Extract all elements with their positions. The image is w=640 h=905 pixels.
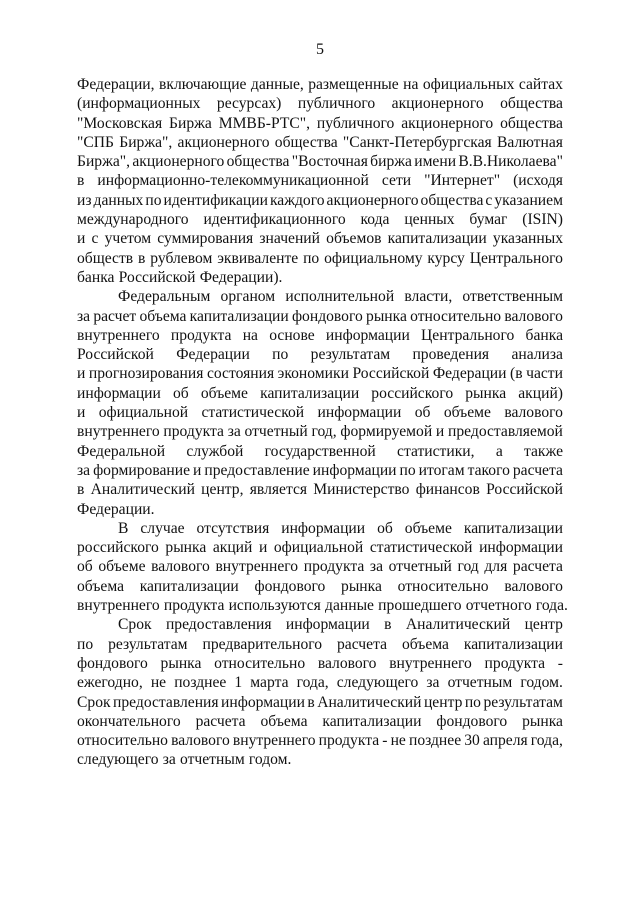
word: финансов bbox=[415, 481, 480, 499]
word: указанием bbox=[494, 191, 563, 209]
word: по bbox=[77, 635, 94, 653]
word: капитализации bbox=[463, 519, 563, 537]
word: капитализации bbox=[139, 577, 239, 595]
word: объеме bbox=[404, 519, 452, 537]
word: валового bbox=[317, 654, 377, 672]
word: объема bbox=[77, 577, 125, 595]
word: акционерного bbox=[326, 191, 419, 209]
text-line bbox=[77, 461, 563, 480]
word: акций) bbox=[518, 384, 563, 402]
word: используются bbox=[228, 597, 321, 615]
word: Аналитический bbox=[317, 693, 422, 711]
word: значений bbox=[259, 230, 320, 248]
word: фондового bbox=[254, 577, 326, 595]
word: российского bbox=[371, 384, 454, 402]
word: итогам bbox=[418, 461, 465, 479]
word: фондового bbox=[291, 307, 363, 325]
word: Аналитический bbox=[405, 616, 511, 634]
word: обществ bbox=[77, 249, 134, 267]
word: за bbox=[369, 558, 383, 576]
word: центр, bbox=[201, 481, 244, 499]
word: Центрального bbox=[469, 249, 563, 267]
word: центр bbox=[423, 693, 463, 711]
word: об bbox=[377, 519, 393, 537]
word: результатам bbox=[483, 693, 563, 711]
word: такого bbox=[467, 461, 510, 479]
word: за bbox=[227, 423, 241, 441]
text-line bbox=[77, 94, 563, 113]
word: информации bbox=[317, 404, 402, 422]
word: части bbox=[526, 365, 563, 383]
word: случае bbox=[140, 519, 185, 537]
word: относительно bbox=[397, 577, 489, 595]
word: бумаг bbox=[469, 211, 508, 229]
word: акционерного bbox=[391, 95, 484, 113]
word: год bbox=[457, 558, 479, 576]
word: внутреннего bbox=[389, 654, 472, 672]
word: статистики, bbox=[397, 442, 475, 460]
word: апреля bbox=[482, 732, 528, 750]
word: Федерации. bbox=[77, 500, 155, 518]
word: и bbox=[77, 404, 86, 422]
word: идентификационного bbox=[203, 211, 346, 229]
text-line bbox=[77, 384, 563, 403]
word: объеме bbox=[98, 558, 146, 576]
word: анализа bbox=[511, 346, 563, 364]
word: капитализации bbox=[387, 230, 487, 248]
word: объеме bbox=[443, 404, 491, 422]
text-line bbox=[77, 442, 563, 461]
word: внутреннего bbox=[77, 326, 160, 344]
word: официальных bbox=[422, 76, 515, 93]
page-number: 5 bbox=[316, 41, 324, 58]
word: Срок bbox=[77, 693, 111, 711]
word: с bbox=[91, 230, 99, 248]
text-line bbox=[77, 712, 563, 731]
text-line bbox=[77, 480, 563, 499]
word: размещенные bbox=[308, 76, 399, 93]
word: "Московская bbox=[77, 114, 163, 132]
word: центр bbox=[524, 616, 563, 634]
word: 1 bbox=[234, 674, 243, 692]
word: Российской bbox=[118, 268, 196, 286]
word: общества bbox=[500, 95, 563, 113]
word: данных bbox=[93, 191, 144, 209]
word: Биржа", bbox=[119, 133, 173, 151]
document-body bbox=[77, 75, 568, 770]
word: позднее bbox=[174, 674, 227, 692]
word: Центрального bbox=[421, 326, 515, 344]
paragraph bbox=[77, 519, 568, 615]
word: Аналитический bbox=[90, 481, 195, 499]
word: Российской bbox=[352, 365, 430, 383]
word: капитализации bbox=[463, 635, 563, 653]
word: в bbox=[77, 481, 85, 499]
word: капитализации bbox=[322, 712, 422, 730]
word: продукта bbox=[318, 732, 380, 750]
word: объема bbox=[401, 635, 449, 653]
word: валового bbox=[504, 404, 563, 422]
word: эквиваленте bbox=[217, 249, 299, 267]
word: общества bbox=[500, 114, 563, 132]
text-line bbox=[77, 345, 563, 364]
word: по bbox=[272, 346, 289, 364]
word: "СПБ bbox=[77, 133, 114, 151]
word: рынка bbox=[522, 712, 563, 730]
word: общества bbox=[420, 191, 484, 209]
word: продукта bbox=[170, 326, 232, 344]
text-line bbox=[77, 229, 563, 248]
text-line bbox=[77, 364, 563, 383]
word: расчет bbox=[93, 307, 137, 325]
word: информации bbox=[281, 519, 366, 537]
word: информации bbox=[312, 461, 397, 479]
paragraph bbox=[77, 75, 563, 287]
word: указанных bbox=[492, 230, 563, 248]
word: следующего bbox=[336, 674, 419, 692]
word: в bbox=[77, 172, 85, 190]
word: не bbox=[150, 674, 167, 692]
word: акций bbox=[212, 539, 253, 557]
word: Срок bbox=[118, 616, 152, 634]
paragraph bbox=[77, 615, 563, 769]
word: за bbox=[426, 674, 440, 692]
word: рублевом bbox=[150, 249, 213, 267]
text-line bbox=[77, 249, 563, 268]
word: формируемой bbox=[340, 423, 433, 441]
word: об bbox=[77, 558, 93, 576]
word: формирование bbox=[93, 461, 191, 479]
text-line bbox=[77, 693, 563, 712]
word: "Санкт-Петербургская bbox=[342, 133, 492, 151]
word: суммирования bbox=[157, 230, 254, 248]
word: отчетным bbox=[447, 674, 513, 692]
word: Биржа bbox=[169, 114, 212, 132]
word: отчетного bbox=[465, 597, 532, 615]
text-line bbox=[77, 635, 563, 654]
text-line bbox=[77, 577, 563, 596]
word: предоставление bbox=[204, 461, 310, 479]
word: В.В.Николаева" bbox=[458, 153, 563, 171]
word: отчетный bbox=[244, 423, 308, 441]
word: для bbox=[484, 558, 508, 576]
word: по bbox=[145, 191, 162, 209]
word: банка bbox=[525, 326, 563, 344]
word: окончательного bbox=[77, 712, 181, 730]
text-line bbox=[77, 210, 563, 229]
text-line bbox=[77, 750, 563, 769]
word: каждого bbox=[269, 191, 325, 209]
word: по bbox=[464, 693, 481, 711]
text-line bbox=[77, 268, 563, 287]
word: в bbox=[138, 249, 146, 267]
word: ресурсах) bbox=[216, 95, 282, 113]
word: фондового bbox=[436, 712, 508, 730]
word: российского bbox=[77, 539, 159, 557]
word: информации bbox=[77, 384, 161, 402]
word: предоставления bbox=[113, 693, 219, 711]
word: статистической bbox=[201, 404, 305, 422]
text-line bbox=[77, 152, 563, 171]
word: Российской bbox=[77, 346, 154, 364]
text-line bbox=[77, 403, 563, 422]
word: расчета bbox=[336, 635, 388, 653]
word: публичного bbox=[316, 114, 395, 132]
word: из bbox=[77, 191, 92, 209]
word: рынка bbox=[465, 384, 507, 402]
word: официальному bbox=[324, 249, 423, 267]
text-line bbox=[77, 731, 563, 750]
word: информации bbox=[285, 616, 370, 634]
word: Федерации bbox=[432, 365, 507, 383]
word: об bbox=[414, 404, 431, 422]
word: - bbox=[557, 654, 563, 672]
word: кода bbox=[360, 211, 390, 229]
word: предоставляемой bbox=[448, 423, 563, 441]
word: является bbox=[249, 481, 308, 499]
word: рынка bbox=[160, 654, 202, 672]
word: не bbox=[390, 732, 406, 750]
text-line bbox=[77, 596, 568, 615]
word: 30 bbox=[464, 732, 480, 750]
word: и bbox=[77, 365, 86, 383]
word: публичного bbox=[297, 95, 376, 113]
word: продукта bbox=[163, 597, 225, 615]
word: ответственным bbox=[462, 288, 563, 306]
word: службой bbox=[186, 442, 244, 460]
word: объемов bbox=[326, 230, 382, 248]
word: также bbox=[524, 442, 563, 460]
word: за bbox=[77, 307, 91, 325]
word: акционерного bbox=[401, 114, 494, 132]
word: экономики bbox=[277, 365, 349, 383]
word: расчета bbox=[512, 558, 563, 576]
word: года, bbox=[296, 674, 329, 692]
word: относительно bbox=[214, 654, 306, 672]
word: позднее bbox=[408, 732, 462, 750]
word: информации bbox=[325, 326, 410, 344]
word: Федеральным bbox=[118, 288, 211, 306]
word: годом. bbox=[520, 674, 563, 692]
word: сайтах bbox=[518, 76, 563, 93]
word: (в bbox=[510, 365, 523, 383]
word: власти, bbox=[404, 288, 453, 306]
word: международного bbox=[77, 211, 189, 229]
word: на bbox=[403, 76, 419, 93]
word: Федерации bbox=[176, 346, 250, 364]
text-line bbox=[77, 171, 563, 190]
word: акционерного bbox=[177, 133, 270, 151]
word: года, bbox=[530, 732, 563, 750]
word: органом bbox=[220, 288, 276, 306]
word: в bbox=[384, 616, 392, 634]
word: прогнозирования bbox=[88, 365, 204, 383]
word: биржа bbox=[370, 153, 412, 171]
word: отсутствия bbox=[196, 519, 270, 537]
word: капитализации bbox=[189, 307, 289, 325]
word: данные bbox=[325, 597, 374, 615]
word: с bbox=[485, 191, 493, 209]
word: марта bbox=[250, 674, 289, 692]
word: официальной bbox=[98, 404, 189, 422]
word: включающие bbox=[159, 76, 247, 93]
word: Российской bbox=[486, 481, 563, 499]
word: и bbox=[258, 539, 268, 557]
text-line bbox=[77, 307, 563, 326]
word: Биржа", bbox=[77, 153, 131, 171]
paragraph bbox=[77, 287, 563, 519]
word: ценных bbox=[404, 211, 455, 229]
word: Валютная bbox=[496, 133, 563, 151]
word: Министерство bbox=[313, 481, 410, 499]
text-line bbox=[77, 287, 563, 306]
word: (исходя bbox=[513, 172, 563, 190]
text-line bbox=[77, 500, 563, 519]
word: следующего bbox=[77, 751, 159, 769]
word: валового bbox=[504, 307, 563, 325]
word: общества bbox=[226, 153, 290, 171]
word: валового bbox=[151, 558, 210, 576]
text-line bbox=[77, 538, 563, 557]
word: - bbox=[382, 732, 388, 750]
word: сети bbox=[381, 172, 412, 190]
word: в bbox=[307, 693, 315, 711]
text-line bbox=[77, 326, 563, 345]
word: данные, bbox=[250, 76, 304, 93]
word: относительно bbox=[410, 307, 502, 325]
word: валового bbox=[504, 577, 563, 595]
word: объема bbox=[139, 307, 187, 325]
word: капитализации bbox=[260, 384, 360, 402]
word: исполнительной bbox=[285, 288, 395, 306]
word: по bbox=[303, 249, 320, 267]
word: фондового bbox=[77, 654, 148, 672]
word: и bbox=[435, 423, 445, 441]
word: расчета bbox=[195, 712, 246, 730]
text-line bbox=[77, 191, 563, 210]
word: результатам bbox=[310, 346, 391, 364]
word: расчета bbox=[512, 461, 563, 479]
word: и bbox=[77, 230, 86, 248]
word: рынка bbox=[366, 307, 407, 325]
word: статистической bbox=[369, 539, 473, 557]
word: "Интернет" bbox=[424, 172, 501, 190]
word: состояния bbox=[206, 365, 275, 383]
word: по bbox=[399, 461, 416, 479]
word: продукта bbox=[303, 558, 365, 576]
word: об bbox=[173, 384, 189, 402]
word: рынка bbox=[341, 577, 382, 595]
word: отчетным bbox=[180, 751, 245, 769]
word: В bbox=[118, 519, 129, 537]
text-line bbox=[77, 133, 563, 152]
word: проведения bbox=[412, 346, 490, 364]
word: на bbox=[242, 326, 258, 344]
word: относительно bbox=[77, 732, 168, 750]
word: внутреннего bbox=[215, 558, 299, 576]
text-line bbox=[77, 654, 563, 673]
word: (информационных bbox=[77, 95, 201, 113]
text-line bbox=[77, 422, 563, 441]
word: ММВБ-РТС", bbox=[218, 114, 311, 132]
word: внутреннего bbox=[77, 423, 160, 441]
word: объеме bbox=[200, 384, 248, 402]
word: курсу bbox=[427, 249, 465, 267]
word: Федерации, bbox=[77, 76, 155, 93]
text-line bbox=[77, 519, 563, 538]
word: информации bbox=[221, 693, 305, 711]
word: года. bbox=[535, 597, 568, 615]
word: акционерного bbox=[132, 153, 225, 171]
word: за bbox=[162, 751, 176, 769]
word: информации bbox=[479, 539, 563, 557]
word: продукта bbox=[163, 423, 224, 441]
word: и bbox=[193, 461, 202, 479]
word: имени bbox=[414, 153, 457, 171]
word: а bbox=[495, 442, 503, 460]
word: отчетный bbox=[388, 558, 452, 576]
text-line bbox=[77, 557, 563, 576]
text-line bbox=[77, 75, 563, 94]
word: общества bbox=[274, 133, 338, 151]
word: результатам bbox=[108, 635, 188, 653]
word: предоставления bbox=[165, 616, 272, 634]
word: (ISIN) bbox=[522, 211, 563, 229]
word: информационно-телекоммуникационной bbox=[97, 172, 369, 190]
word: год, bbox=[311, 423, 337, 441]
word: рынка bbox=[165, 539, 207, 557]
word: за bbox=[77, 461, 91, 479]
text-line bbox=[77, 114, 563, 133]
word: внутреннего bbox=[232, 732, 316, 750]
word: официальной bbox=[273, 539, 364, 557]
word: прошедшего bbox=[378, 597, 462, 615]
word: учетом bbox=[104, 230, 152, 248]
word: идентификации bbox=[163, 191, 268, 209]
word: банка bbox=[77, 268, 115, 286]
word: Федерации). bbox=[199, 268, 283, 286]
word: валового bbox=[171, 732, 230, 750]
word: внутреннего bbox=[77, 597, 160, 615]
word: объема bbox=[260, 712, 308, 730]
word: ежегодно, bbox=[77, 674, 143, 692]
text-line bbox=[77, 673, 563, 692]
text-line bbox=[77, 615, 563, 634]
word: продукта bbox=[484, 654, 546, 672]
word: "Восточная bbox=[291, 153, 368, 171]
word: предварительного bbox=[202, 635, 323, 653]
word: государственной bbox=[264, 442, 376, 460]
word: Федеральной bbox=[77, 442, 166, 460]
word: годом. bbox=[248, 751, 292, 769]
word: основе bbox=[269, 326, 315, 344]
